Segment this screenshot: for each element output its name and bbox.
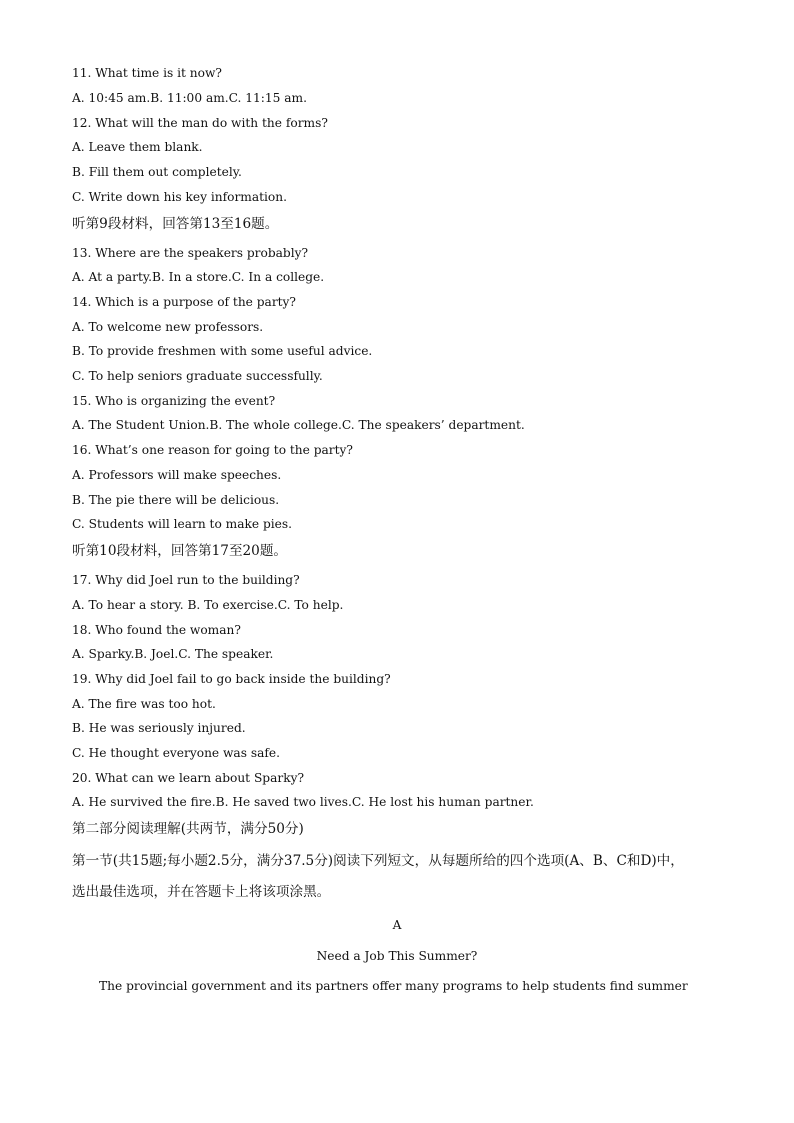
question-12: 12. What will the man do with the forms? xyxy=(72,116,328,130)
question-17-options: A. To hear a story. B. To exercise.C. To help. xyxy=(72,598,344,612)
question-16-option-b: B. The pie there will be delicious. xyxy=(72,493,280,507)
question-14-option-a: A. To welcome new professors. xyxy=(72,320,264,334)
question-20: 20. What can we learn about Sparky? xyxy=(72,771,305,785)
part-two-instruction-line-1: 第一节(共15题;每小题2.5分，满分37.5分)阅读下列短文，从每题所给的四个选项(A、B、C和D)中， xyxy=(72,853,684,869)
section-instruction-10: 听第10段材料，回答第17至20题。 xyxy=(72,543,288,559)
question-11: 11. What time is it now? xyxy=(72,66,222,80)
question-17: 17. Why did Joel run to the building? xyxy=(72,573,300,587)
question-14-option-c: C. To help seniors graduate successfully. xyxy=(72,369,323,383)
question-16-option-a: A. Professors will make speeches. xyxy=(72,468,282,482)
question-16-option-c: C. Students will learn to make pies. xyxy=(72,517,292,531)
question-16: 16. What’s one reason for going to the party? xyxy=(72,443,353,457)
question-11-options: A. 10:45 am.B. 11:00 am.C. 11:15 am. xyxy=(72,91,307,105)
passage-label: A xyxy=(392,918,402,932)
question-19-option-a: A. The fire was too hot. xyxy=(72,697,216,711)
passage-paragraph: The provincial government and its partners offer many programs to help students find summer xyxy=(99,979,688,993)
question-14: 14. Which is a purpose of the party? xyxy=(72,295,296,309)
question-19-option-c: C. He thought everyone was safe. xyxy=(72,746,280,760)
question-20-options: A. He survived the fire.B. He saved two lives.C. He lost his human partner. xyxy=(72,795,534,809)
question-19-option-b: B. He was seriously injured. xyxy=(72,721,246,735)
question-18: 18. Who found the woman? xyxy=(72,623,241,637)
question-15: 15. Who is organizing the event? xyxy=(72,394,276,408)
question-12-option-c: C. Write down his key information. xyxy=(72,190,287,204)
question-18-options: A. Sparky.B. Joel.C. The speaker. xyxy=(72,647,274,661)
question-12-option-a: A. Leave them blank. xyxy=(72,140,203,154)
question-15-options: A. The Student Union.B. The whole college.C. The speakers’ department. xyxy=(72,418,525,432)
question-19: 19. Why did Joel fail to go back inside the building? xyxy=(72,672,391,686)
part-two-heading: 第二部分阅读理解(共两节，满分50分) xyxy=(72,821,304,837)
question-14-option-b: B. To provide freshmen with some useful advice. xyxy=(72,344,373,358)
question-12-option-b: B. Fill them out completely. xyxy=(72,165,242,179)
section-instruction-9: 听第9段材料，回答第13至16题。 xyxy=(72,216,279,232)
part-two-instruction-line-2: 选出最佳选项，并在答题卡上将该项涂黑。 xyxy=(72,884,331,900)
question-13: 13. Where are the speakers probably? xyxy=(72,246,309,260)
question-13-options: A. At a party.B. In a store.C. In a college. xyxy=(72,270,325,284)
passage-title: Need a Job This Summer? xyxy=(316,949,478,963)
